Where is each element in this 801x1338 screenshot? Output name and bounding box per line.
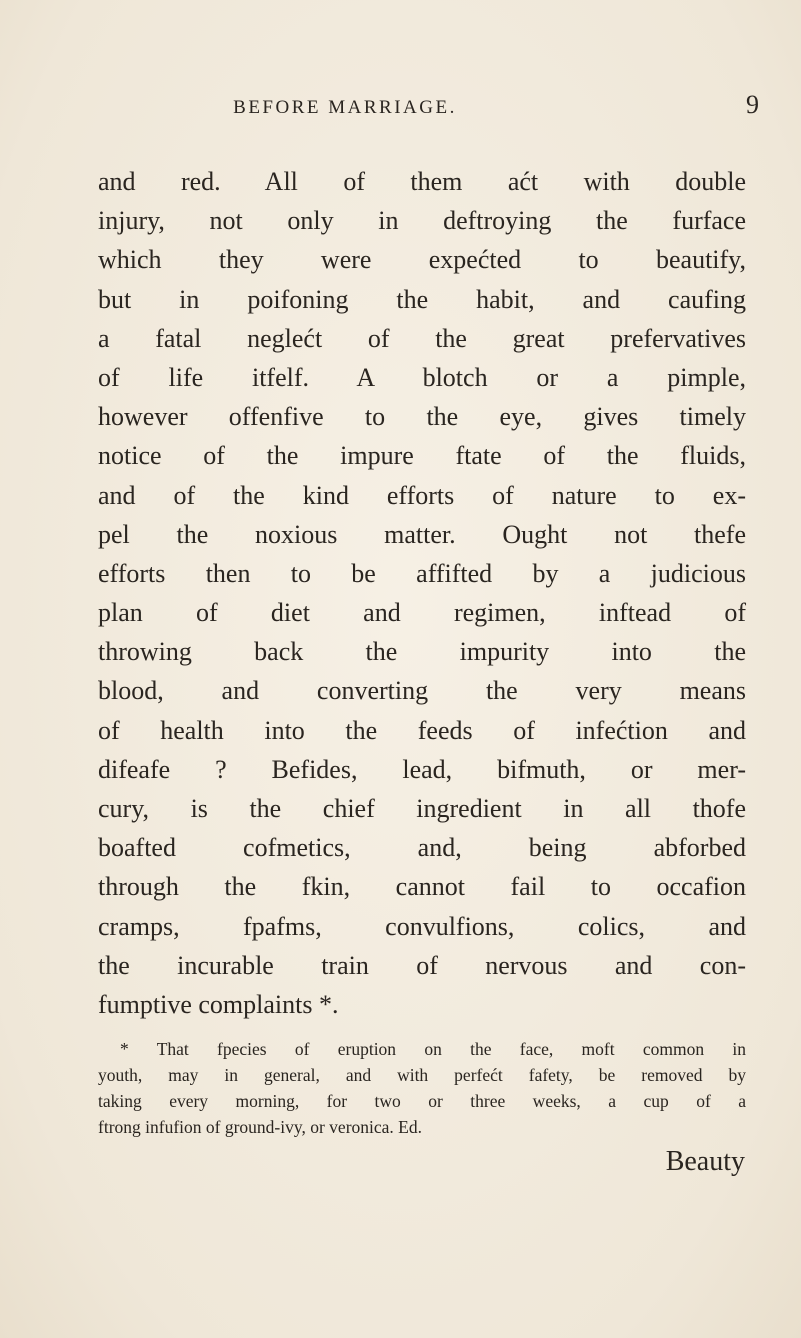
text-line: however offenfive to the eye, gives timely	[98, 402, 746, 432]
catchword: Beauty	[665, 1146, 745, 1177]
text-line: but in poifoning the habit, and caufing	[98, 284, 746, 314]
text-line: of health into the feeds of infećtion and	[98, 715, 746, 745]
footnote-line: * That fpecies of eruption on the face, moft common in	[120, 1039, 746, 1059]
footnote-line: taking every morning, for two or three weeks, a cup of a	[98, 1091, 746, 1111]
text-line: injury, not only in deftroying the furface	[98, 206, 746, 236]
text-line: and of the kind efforts of nature to ex-	[98, 480, 746, 510]
text-line: pel the noxious matter. Ought not thefe	[98, 519, 746, 549]
text-line: plan of diet and regimen, inftead of	[98, 598, 746, 628]
text-line: of life itfelf. A blotch or a pimple,	[98, 362, 746, 392]
text-line: the incurable train of nervous and con-	[98, 950, 746, 980]
footnote-line: youth, may in general, and with perfećt fafety, be removed by	[98, 1065, 746, 1085]
text-line: blood, and converting the very means	[98, 676, 746, 706]
footnote-line: ftrong infufion of ground-ivy, or veronica. Ed.	[98, 1117, 422, 1137]
text-line: cramps, fpafms, convulfions, colics, and	[98, 911, 746, 941]
text-line: efforts then to be affifted by a judicious	[98, 558, 746, 588]
text-line: throwing back the impurity into the	[98, 637, 746, 667]
text-line: fumptive complaints *.	[98, 989, 339, 1019]
page-number: 9	[746, 90, 759, 119]
text-line: boafted cofmetics, and, being abforbed	[98, 833, 746, 863]
text-line: and red. All of them aćt with double	[98, 167, 746, 196]
running-head: BEFORE MARRIAGE.	[233, 97, 457, 118]
text-line: notice of the impure ftate of the fluids,	[98, 441, 746, 471]
footnote	[98, 1036, 746, 1140]
text-line: through the fkin, cannot fail to occafion	[98, 872, 746, 902]
text-line: difeafe ? Befides, lead, bifmuth, or mer-	[98, 754, 746, 784]
text-line: cury, is the chief ingredient in all thofe	[98, 794, 746, 823]
text-line: which they were expećted to beautify,	[98, 245, 746, 275]
body-text	[98, 162, 746, 1024]
text-line: a fatal neglećt of the great prefervatives	[98, 323, 746, 353]
